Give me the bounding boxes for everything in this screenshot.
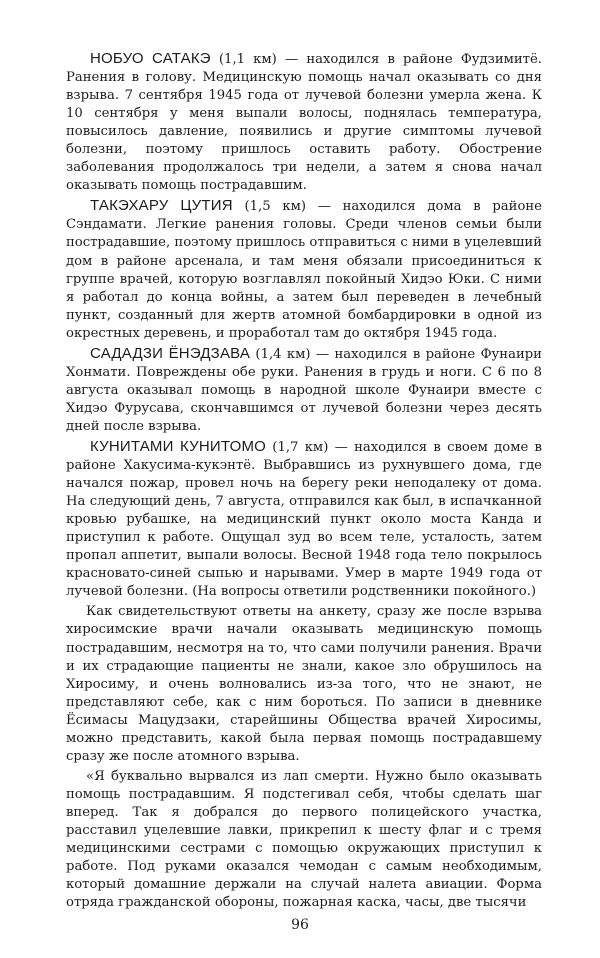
survivor-name: КУНИТАМИ КУНИТОМО xyxy=(90,437,267,455)
survivor-name: НОБУО САТАКЭ xyxy=(90,50,211,67)
survivor-entry xyxy=(66,345,542,436)
survivor-distance: (1,7 км) xyxy=(272,439,329,455)
page-number: 96 xyxy=(291,917,309,933)
survivor-entry xyxy=(66,438,542,601)
survivor-entry xyxy=(66,197,542,342)
survivor-distance: (1,1 км) xyxy=(218,52,277,67)
survivor-name: ТАКЭХАРУ ЦУТИЯ xyxy=(90,197,233,215)
survivor-account: — находился в районе Фудзимитё. Ранения в голову. Медицинскую помощь начал оказывать со дня взрыва. 7 сентября 1945 года от лучевой болезни умерла жена. К 10 сентября у меня выпали волосы, поднялась температура, повысилось давление, появились и другие симптомы лучевой болезни, поэтому пришлось оставить работу. Обострение заболевания продолжалось три недели, а затем я снова начал оказывать помощь пострадавшим. xyxy=(66,52,542,194)
survivor-account: — находился дома в районе Сэндамати. Легкие ранения головы. Среди членов семьи были пострадавшие, поэтому пришлось отправиться с ними в уцелевший дом в районе арсенала, и там меня обязали присоединиться к группе врачей, которую возглавлял покойный Хидэо Юки. С ними я работал до конца войны, а затем был переведен в лечебный пункт, созданный для жертв атомной бомбардировки в одной из окрестных деревень, и проработал там до октября 1945 года. xyxy=(66,199,542,341)
diary-quote-paragraph: «Я буквально вырвался из лап смерти. Нужно было оказывать помощь пострадавшим. Я подстегивал себя, чтобы сделать шаг вперед. Так я добрался до первого полицейского участка, расставил уцелевшие лавки, прикрепил к шесту флаг и с тремя медицинскими сестрами с помощью окружающих приступил к работе. Под руками оказался чемодан с самым необходимым, который домашние держали на случай налета авиации. Форма отряда гражданской обороны, пожарная каска, часы, две тысячи xyxy=(66,768,542,911)
survivor-name: САДАДЗИ ЁНЭДЗАВА xyxy=(90,344,251,362)
survivor-account: — находился в своем доме в районе Хакусима-кукэнтё. Выбравшись из рухнувшего дома, где начался пожар, провел ночь на берегу реки неподалеку от дома. На следующий день, 7 августа, отправился как был, в испачканной кровью рубашке, на медицинский пункт около моста Канда и приступил к работе. Ощущал зуд во всем теле, усталость, затем пропал аппетит, выпали волосы. Весной 1948 года тело покрылось красновато-синей сыпью и нарывами. Умер в марте 1949 года от лучевой болезни. (На вопросы ответили родственники покойного.) xyxy=(66,439,542,600)
page-body xyxy=(66,50,542,914)
survivor-account: — находился в районе Фунаири Хонмати. Повреждены обе руки. Ранения в грудь и ноги. С 6 по 8 августа оказывал помощь в народной школе Фунаири вместе с Хидэо Фурусава, скончавшимся от лучевой болезни через десять дней после взрыва. xyxy=(66,346,542,434)
survivor-distance: (1,4 км) xyxy=(255,346,311,362)
body-paragraph: Как свидетельствуют ответы на анкету, сразу же после взрыва хиросимские врачи начали оказывать медицинскую помощь пострадавшим, несмотря на то, что сами получили ранения. Врачи и их страдающие пациенты не знали, какое зло обрушилось на Хиросиму, и очень волновались из-за того, что не знают, не представляют себе, как с ним бороться. По записи в дневнике Ёсимасы Мацудзаки, старейшины Общества врачей Хиросимы, можно представить, какой была первая помощь пострадавшему сразу же после атомного взрыва. xyxy=(66,604,542,764)
survivor-entry xyxy=(66,50,542,195)
survivor-distance: (1,5 км) xyxy=(244,199,306,215)
